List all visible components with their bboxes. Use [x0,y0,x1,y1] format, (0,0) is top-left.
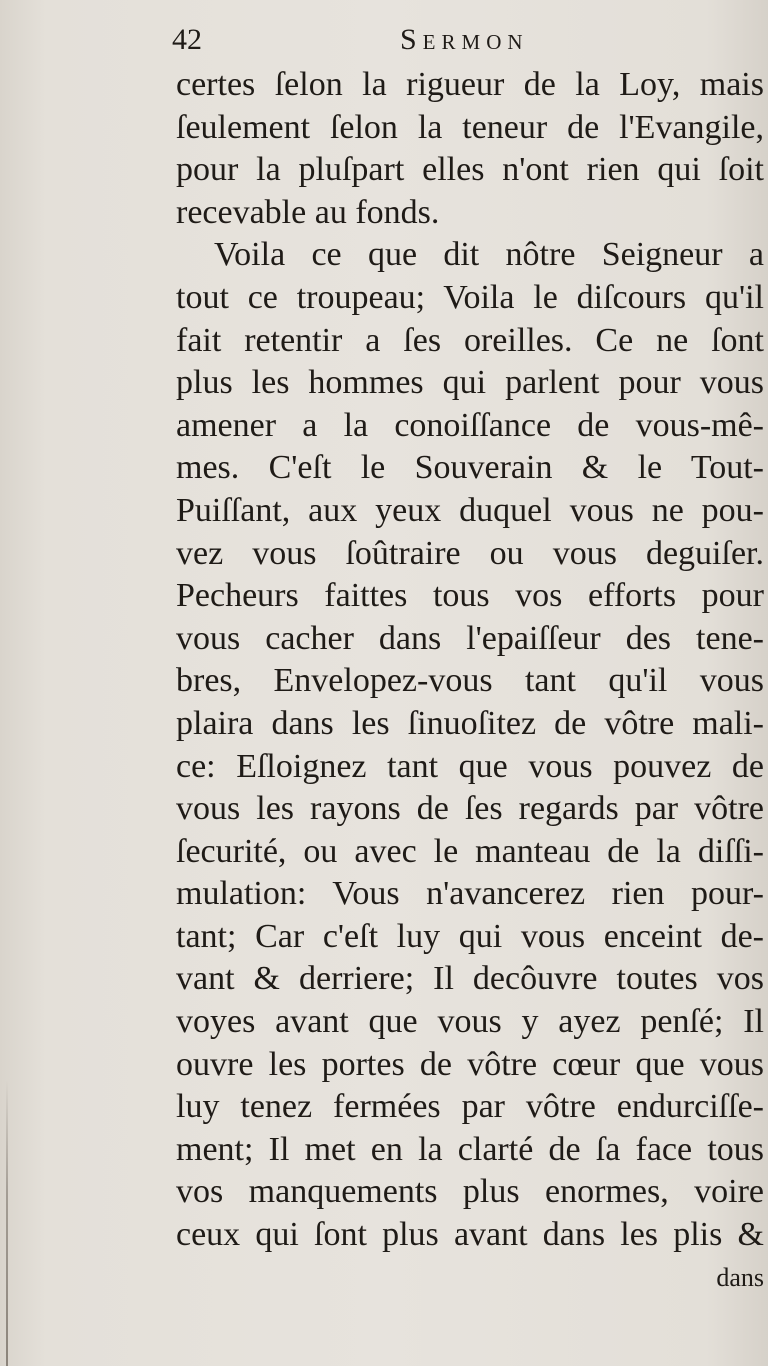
text-line: plaira dans les ſinuoſitez de vôtre mali- [176,704,764,742]
running-title: Sermon [400,23,529,56]
text-line: vos manquements plus enormes, voire [176,1173,764,1211]
text-line: Voila ce que dit nôtre Seigneur a [214,236,764,274]
running-header [172,18,592,62]
text-line: fait retentir a ſes oreilles. Ce ne ſont [176,321,764,359]
text-line: voyes avant que vous y ayez penſé; Il [176,1003,764,1041]
text-line: vous les rayons de ſes regards par vôtre [176,790,764,828]
text-line: Pecheurs faittes tous vos efforts pour [176,577,764,615]
text-line: ceux qui ſont plus avant dans les plis & [176,1216,764,1254]
body-text [176,64,764,1299]
text-line: ment; Il met en la clarté de ſa face tous [176,1130,764,1168]
text-line: mulation: Vous n'avancerez rien pour- [176,875,764,913]
text-line: mes. C'eſt le Souverain & le Tout- [176,449,764,487]
text-line: vant & derriere; Il decôuvre toutes vos [176,960,764,998]
page-number: 42 [172,23,202,56]
text-line: ſecurité, ou avec le manteau de la diſſi- [176,832,764,870]
catchword: dans [716,1262,764,1292]
text-line: ſeulement ſelon la teneur de l'Evangile, [176,108,764,146]
text-line: vous cacher dans l'epaiſſeur des tene- [176,619,764,657]
text-line: tout ce troupeau; Voila le diſcours qu'il [176,278,764,316]
text-line: tant; Car c'eſt luy qui vous enceint de- [176,917,764,955]
text-line: luy tenez fermées par vôtre endurciſſe- [176,1088,764,1126]
text-line: bres, Envelopez-vous tant qu'il vous [176,662,764,700]
text-line: Puiſſant, aux yeux duquel vous ne pou- [176,491,764,529]
text-line: recevable au fonds. [176,193,440,231]
text-line: vez vous ſoûtraire ou vous deguiſer. [176,534,764,572]
text-line: amener a la conoiſſance de vous-mê- [176,406,764,444]
gutter-shadow [6,1080,8,1366]
text-line: ce: Eſloignez tant que vous pouvez de [176,747,764,785]
text-line: pour la pluſpart elles n'ont rien qui ſoit [176,151,764,189]
text-line: plus les hommes qui parlent pour vous [176,364,764,402]
text-line: ouvre les portes de vôtre cœur que vous [176,1045,764,1083]
text-line: certes ſelon la rigueur de la Loy, mais [176,66,764,103]
